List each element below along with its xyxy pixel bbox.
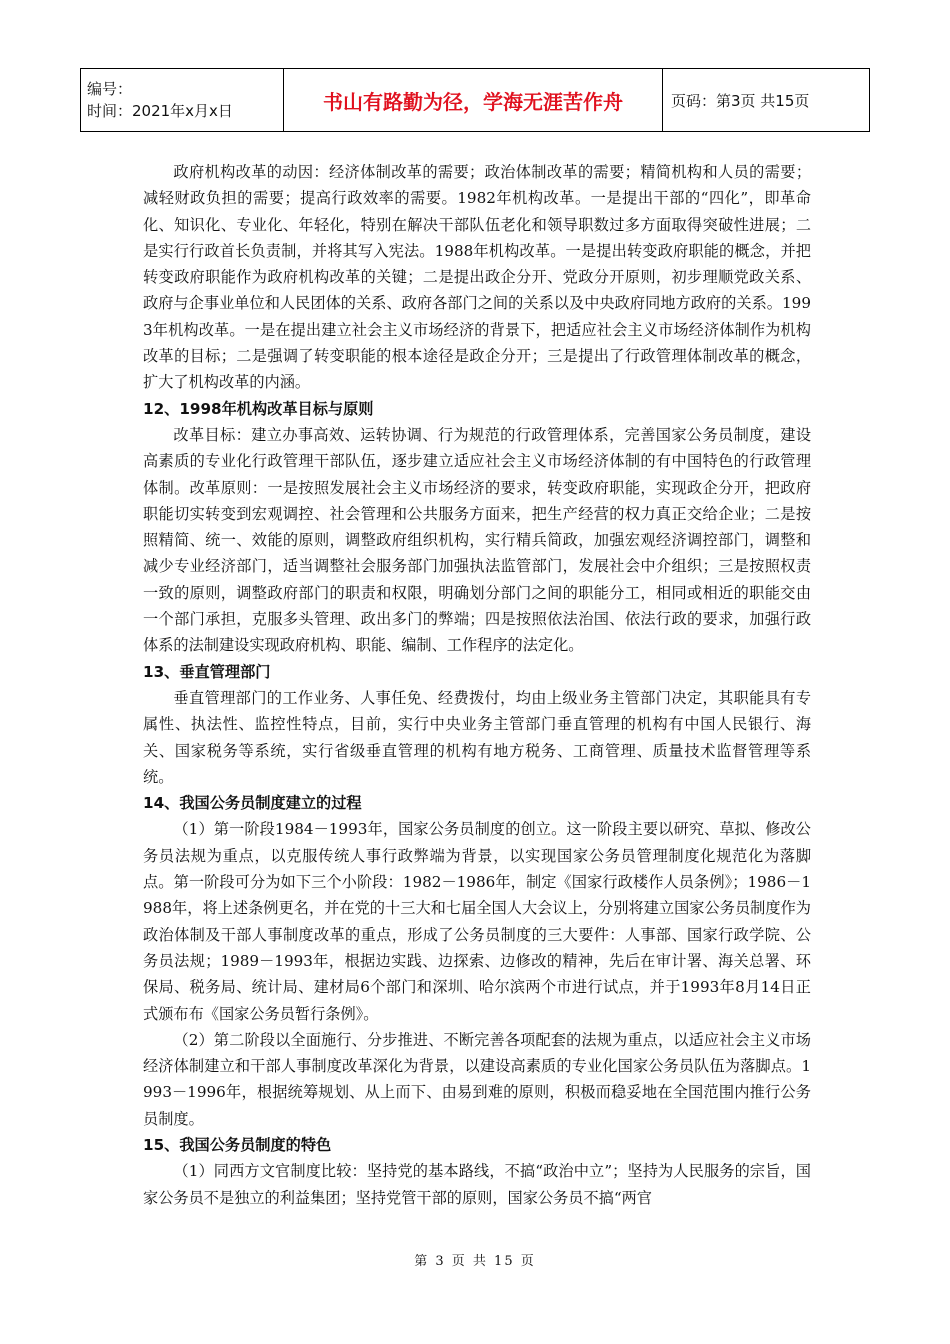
header-page-info: 页码：第3页 共15页: [663, 69, 870, 132]
heading-14: 14、我国公务员制度建立的过程: [143, 794, 362, 813]
paragraph-vertical-management: 垂直管理部门的工作业务、人事任免、经费拨付，均由上级业务主管部门决定，其职能具有专属性、执法性、监控性特点，目前，实行中央业务主管部门垂直管理的机构有中国人民银行、海关、国家税务等系统，实行省级垂直管理的机构有地方税务、工商管理、质量技术监督管理等系统。: [143, 688, 811, 786]
heading-15: 15、我国公务员制度的特色: [143, 1135, 332, 1154]
header-meta: [81, 69, 284, 132]
heading-12: 12、1998年机构改革目标与原则: [143, 399, 374, 418]
header-motto: 书山有路勤为径，学海无涯苦作舟: [284, 69, 663, 132]
paragraph-reform-motives: 政府机构改革的动因：经济体制改革的需要；政治体制改革的需要；精简机构和人员的需要；减轻财政负担的需要；提高行政效率的需要。1982年机构改革。一是提出干部的“四化”，即革命化、知识化、专业化、年轻化，特别在解决干部队伍老化和领导职数过多方面取得突破性进展；二是实行行政首长负责制，并将其写入宪法。1988年机构改革。一是提出转变政府职能的概念，并把转变政府职能作为政府机构改革的关键；二是提出政企分开、党政分开原则，初步理顺党政关系、政府与企事业单位和人民团体的关系、政府各部门之间的关系以及中央政府同地方政府的关系。1993年机构改革。一是在提出建立社会主义市场经济的背景下，把适应社会主义市场经济体制作为机构改革的目标；二是强调了转变职能的根本途径是政企分开；三是提出了行政管理体制改革的概念，扩大了机构改革的内涵。: [143, 163, 811, 392]
paragraph-stage-one: （1）第一阶段1984－1993年，国家公务员制度的创立。这一阶段主要以研究、草拟、修改公务员法规为重点，以克服传统人事行政弊端为背景，以实现国家公务员管理制度化规范化为落脚点。第一阶段可分为如下三个小阶段：1982－1986年，制定《国家行政楼作人员条例》；1986－1988年，将上述条例更名，并在党的十三大和七届全国人大会议上，分别将建立国家公务员制度作为政治体制及干部人事制度改革的重点，形成了公务员制度的三大要件：人事部、国家行政学院、公务员法规；1989－1993年，根据边实践、边探索、边修改的精神，先后在审计署、海关总署、环保局、税务局、统计局、建材局6个部门和深圳、哈尔滨两个市进行试点，并于1993年8月14日正式颁布布《国家公务员暂行条例》。: [143, 820, 811, 1023]
paragraph-stage-two: （2）第二阶段以全面施行、分步推进、不断完善各项配套的法规为重点，以适应社会主义市场经济体制建立和干部人事制度改革深化为背景，以建设高素质的专业化国家公务员队伍为落脚点。1993－1996年，根据统筹规划、从上而下、由易到难的原则，积极而稳妥地在全国范围内推行公务员制度。: [143, 1030, 811, 1128]
paragraph-1998-reform: 改革目标：建立办事高效、运转协调、行为规范的行政管理体系，完善国家公务员制度，建设高素质的专业化行政管理干部队伍，逐步建立适应社会主义市场经济体制的有中国特色的行政管理体制。改革原则：一是按照发展社会主义市场经济的要求，转变政府职能，实现政企分开，把政府职能切实转变到宏观调控、社会管理和公共服务方面来，把生产经营的权力真正交给企业；二是按照精简、统一、效能的原则，调整政府组织机构，实行精兵简政，加强宏观经济调控部门，调整和减少专业经济部门，适当调整社会服务部门加强执法监管部门，发展社会中介组织；三是按照权责一致的原则，调整政府部门的职责和权限，明确划分部门之间的职能分工，相同或相近的职能交由一个部门承担，克服多头管理、政出多门的弊端；四是按照依法治国、依法行政的要求，加强行政体系的法制建设实现政府机构、职能、编制、工作程序的法定化。: [143, 425, 811, 655]
document-time-label: 时间：2021年x月x日: [87, 102, 233, 120]
document-body: [143, 159, 811, 1211]
document-number-label: 编号：: [87, 80, 133, 98]
paragraph-features: （1）同西方文官制度比较：坚持党的基本路线，不搞“政治中立”；坚持为人民服务的宗旨，国家公务员不是独立的利益集团；坚持党管干部的原则，国家公务员不搞“两官: [143, 1162, 811, 1207]
page-footer: 第 3 页 共 15 页: [414, 1254, 536, 1269]
page-header: [80, 68, 870, 132]
heading-13: 13、垂直管理部门: [143, 662, 271, 681]
